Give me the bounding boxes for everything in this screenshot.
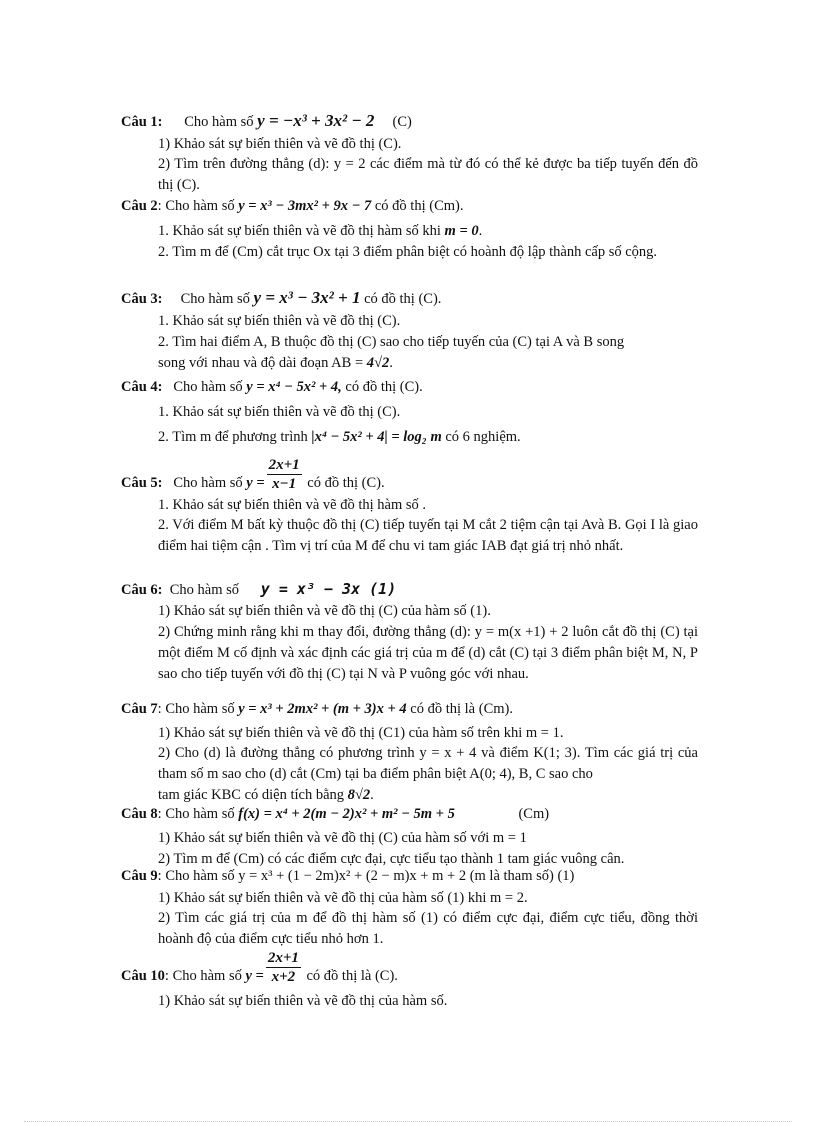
question-intro: : Cho hàm số	[164, 967, 242, 984]
fraction-numerator: 2x+1	[267, 950, 299, 966]
function-formula: y = x³ − 3x² + 1	[253, 288, 361, 307]
question-intro: Cho hàm số	[173, 379, 243, 395]
question-label: Câu 7	[121, 701, 158, 717]
q7-item-2: 2) Cho (d) là đường thẳng có phương trình y = x + 4 và điểm K(1; 3). Tìm các giá trị của tham số m sao cho (d) cắt (Cm) tại ba điểm phân biệt A(0; 4), B, C sao cho	[158, 745, 698, 782]
q7-item-2-cont	[158, 785, 698, 806]
fraction-numerator: 2x+1	[268, 457, 300, 473]
graph-label: (Cm)	[518, 806, 550, 822]
item-end: .	[370, 787, 374, 803]
q3-item-1: 1. Khảo sát sự biến thiên và vẽ đồ thị (C).	[158, 313, 401, 329]
question-8	[121, 806, 549, 823]
question-intro: : Cho hàm số	[157, 198, 235, 214]
q5-item-2: 2. Với điểm M bất kỳ thuộc đồ thị (C) tiếp tuyến tại M cắt 2 tiệm cận tại Avà B. Gọi I là giao điểm hai tiệm cận . Tìm vị trí của M để chu vi tam giác IAB đạt giá trị nhỏ nhất.	[158, 517, 698, 554]
q9-item-1: 1) Khảo sát sự biến thiên và vẽ đồ thị của hàm số (1) khi m = 2.	[158, 890, 528, 906]
graph-label: có đồ thị là (Cm).	[410, 701, 513, 717]
function-formula: y = x³ − 3x (1)	[260, 580, 397, 598]
q4-item-2	[158, 427, 698, 448]
q6-item-2: 2) Chứng minh rằng khi m thay đổi, đường thẳng (d): y = m(x +1) + 2 luôn cắt đồ thị (C) tại một điểm M cố định và xác định các giá trị của m để (d) cắt (C) tại 3 điểm phân biệt M, N, P sao cho tiếp tuyến với đồ thị (C) tại N và P vuông góc với nhau.	[158, 624, 698, 682]
function-formula: y = x⁴ − 5x² + 4,	[246, 379, 342, 395]
graph-label: có đồ thị (C).	[345, 379, 423, 395]
graph-label: có đồ thị (Cm).	[374, 198, 464, 214]
question-label: Câu 9	[121, 868, 158, 884]
question-5	[121, 456, 385, 493]
item-text: 2. Tìm m để phương trình	[158, 429, 308, 445]
q10-item-1: 1) Khảo sát sự biến thiên và vẽ đồ thị của hàm số.	[158, 993, 448, 1009]
q9-item-2: 2) Tìm các giá trị của m để đồ thị hàm số (1) có điểm cực đại, điểm cực tiểu, đồng thời hoành độ của điểm cực tiểu nhỏ hơn 1.	[158, 910, 698, 947]
condition-formula: m = 0	[444, 223, 479, 239]
question-label: Câu 5:	[121, 474, 163, 491]
q4-item-1: 1. Khảo sát sự biến thiên và vẽ đồ thị (C).	[158, 404, 401, 420]
question-intro: Cho hàm số	[169, 582, 240, 598]
question-intro: : Cho hàm số	[157, 701, 235, 717]
q1-item-2: 2) Tìm trên đường thẳng (d): y = 2 các điểm mà từ đó có thể kẻ được ba tiếp tuyến đến đồ thị (C).	[158, 156, 698, 193]
question-9	[121, 868, 574, 885]
item-end: .	[389, 355, 393, 371]
length-formula: 4√2	[366, 355, 390, 371]
function-fraction	[267, 456, 302, 493]
function-formula: f(x) = x⁴ + 2(m − 2)x² + m² − 5m + 5	[238, 806, 455, 822]
question-intro: Cho hàm số	[184, 114, 254, 130]
question-4	[121, 379, 423, 396]
q2-item-2: 2. Tìm m để (Cm) cắt trục Ox tại 3 điểm phân biệt có hoành độ lập thành cấp số cộng.	[158, 244, 658, 260]
question-label: Câu 3:	[121, 291, 163, 307]
question-intro: Cho hàm số	[173, 474, 243, 491]
page-bottom-rule	[24, 1121, 792, 1122]
function-formula: y = x³ − 3mx² + 9x − 7	[238, 198, 372, 214]
fraction-denominator: x+2	[271, 969, 296, 985]
question-1	[121, 111, 412, 131]
question-label: Câu 1:	[121, 114, 163, 130]
question-label: Câu 4:	[121, 379, 163, 395]
graph-label: có đồ thị là (C).	[306, 967, 398, 984]
graph-label: có đồ thị (C).	[307, 474, 385, 491]
function-lhs: y =	[246, 474, 265, 491]
q3-item-2-cont	[158, 353, 698, 374]
q7-item-1: 1) Khảo sát sự biến thiên và vẽ đồ thị (C1) của hàm số trên khi m = 1.	[158, 725, 564, 741]
question-label: Câu 8	[121, 806, 158, 822]
area-formula: 8√2	[347, 787, 371, 803]
question-intro: Cho hàm số	[180, 291, 250, 307]
question-label: Câu 10	[121, 967, 165, 984]
item-end: .	[478, 223, 483, 239]
question-7	[121, 701, 513, 718]
question-3	[121, 288, 441, 308]
q3-item-2: 2. Tìm hai điểm A, B thuộc đồ thị (C) sao cho tiếp tuyến của (C) tại A và B song	[158, 334, 625, 350]
function-formula: y = −x³ + 3x² − 2	[257, 111, 375, 130]
question-label: Câu 2	[121, 198, 158, 214]
q8-item-2: 2) Tìm m để (Cm) có các điểm cực đại, cực tiểu tạo thành 1 tam giác vuông cân.	[158, 851, 625, 867]
fraction-denominator: x−1	[272, 476, 297, 492]
item-text: tam giác KBC có diện tích bằng	[158, 787, 345, 803]
q5-item-1: 1. Khảo sát sự biến thiên và vẽ đồ thị hàm số .	[158, 497, 427, 513]
question-intro: : Cho hàm số	[157, 806, 235, 822]
graph-label: có đồ thị (C).	[364, 291, 442, 307]
q1-item-1: 1) Khảo sát sự biến thiên và vẽ đồ thị (C).	[158, 136, 402, 152]
graph-label: (C)	[392, 114, 412, 130]
equation-formula: |x⁴ − 5x² + 4| = log₂ m	[311, 429, 442, 445]
question-6	[121, 580, 396, 599]
question-2	[121, 198, 463, 215]
question-label: Câu 6:	[121, 582, 163, 598]
question-10	[121, 949, 398, 986]
item-end: có 6 nghiệm.	[445, 429, 521, 445]
function-formula: y = x³ + 2mx² + (m + 3)x + 4	[238, 701, 407, 717]
function-lhs: y =	[245, 967, 264, 984]
item-text: song với nhau và độ dài đoạn AB =	[158, 355, 364, 371]
question-intro: : Cho hàm số y = x³ + (1 − 2m)x² + (2 − m)x + m + 2 (m là tham số) (1)	[157, 868, 575, 884]
q8-item-1: 1) Khảo sát sự biến thiên và vẽ đồ thị (C) của hàm số với m = 1	[158, 830, 527, 846]
item-text: 1. Khảo sát sự biến thiên và vẽ đồ thị hàm số khi	[158, 223, 441, 239]
q2-item-1	[158, 221, 698, 242]
q6-item-1: 1) Khảo sát sự biến thiên và vẽ đồ thị (C) của hàm số (1).	[158, 603, 491, 619]
function-fraction	[266, 949, 301, 986]
